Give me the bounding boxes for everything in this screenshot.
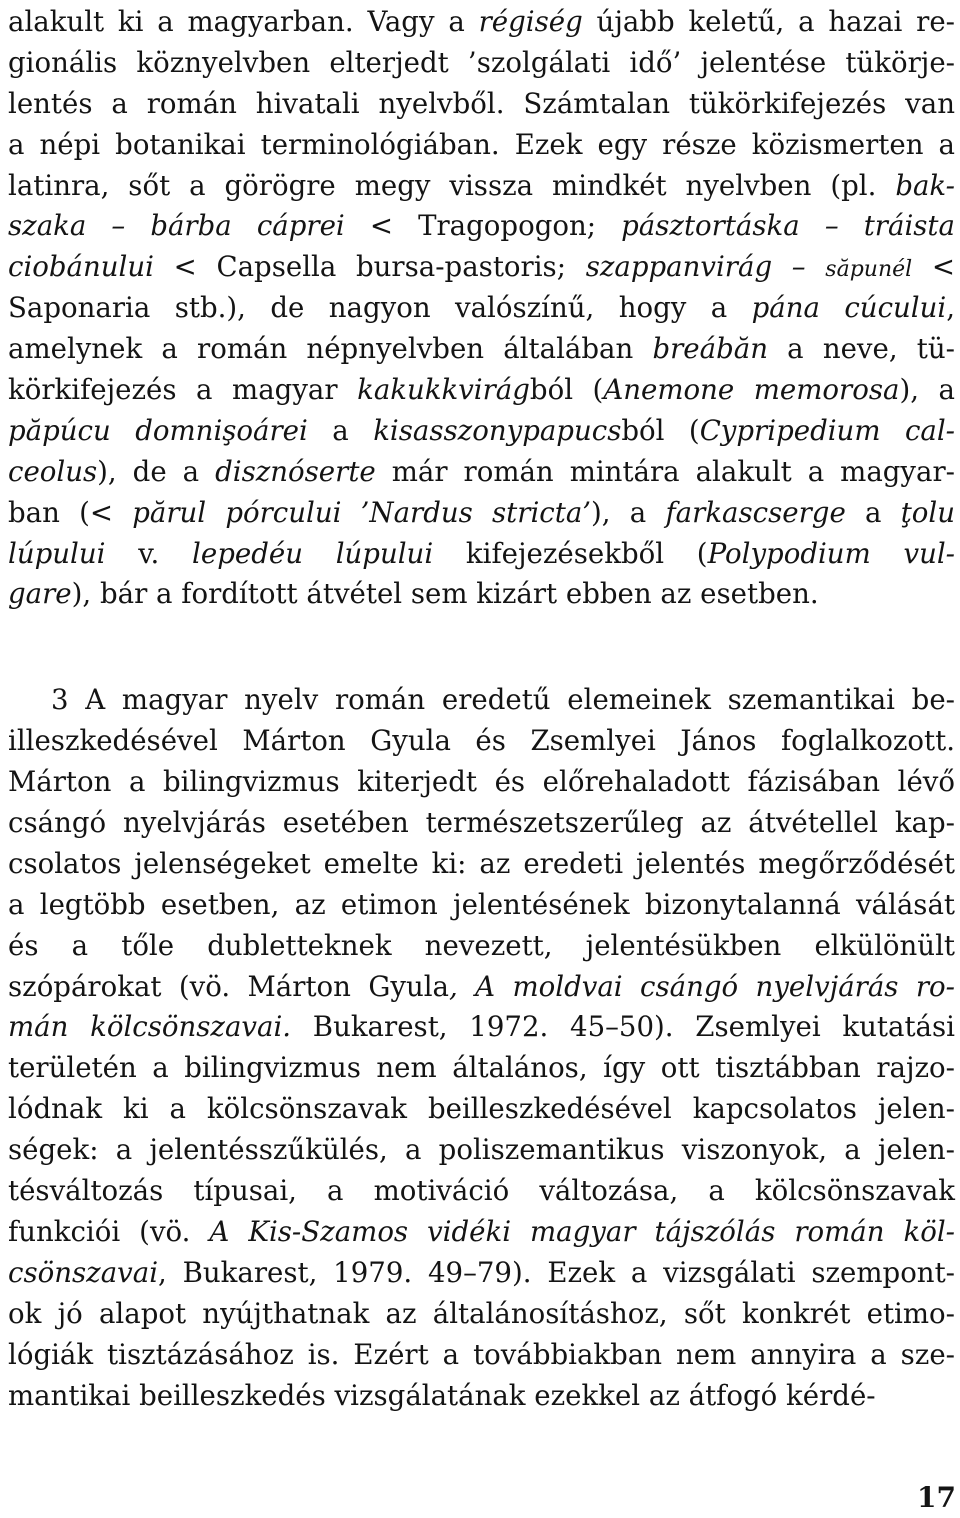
text-run: ban (< [8,495,133,529]
text-run: már román mintára alakult a magyar- [375,454,955,488]
text-run: Márton a bilingvizmus kiterjedt és előrehaladott fázisában lévő [8,765,955,799]
text-line [8,534,955,575]
italic-term: gare [8,577,72,611]
text-run: lódnak ki a kölcsönszavak beilleszkedésével kapcsolatos jelen- [8,1092,955,1126]
text-line [8,762,955,803]
text-run: lógiák tisztázásához is. Ezért a továbbiakban nem annyira a sze- [8,1337,955,1371]
italic-term: Polypodium vul- [707,536,955,570]
text-run: csolatos jelenségeket emelte ki: az eredeti jelentés megőrződését [8,846,955,880]
text-line [8,721,955,762]
text-line [8,1048,955,1089]
text-line [8,166,955,207]
italic-term: păpúcu domnişoárei [8,413,308,447]
text-line [8,84,955,125]
text-run: újabb keletű, a hazai re- [582,5,955,38]
italic-term: Cypripedium cal- [699,413,955,447]
italic-term: părul pórcului ’Nardus stricta’ [132,495,592,529]
italic-term: , A moldvai csángó nyelvjárás ro- [449,969,955,1003]
italic-term: pána cúcului [751,291,947,325]
text-run: < Tragopogon; [344,209,622,243]
text-line [8,1007,955,1048]
italic-term: ciobánului [8,250,154,284]
text-line [8,2,955,43]
italic-term: breábăn [652,332,768,366]
page-number: 17 [917,1481,956,1514]
text-run: ), a [591,495,666,529]
text-run: a legtöbb esetben, az etimon jelentésének bizonytalanná válását [8,887,955,921]
text-run: területén a bilingvizmus nem általános, így ott tisztábban rajzo- [8,1051,955,1085]
text-run: tésváltozás típusai, a motiváció változása, a kölcsönszavak [8,1174,955,1208]
text-line [8,844,955,885]
text-run: , [946,291,956,325]
paragraph-semantic-integration [8,680,955,1416]
text-run: ), a [899,373,955,407]
text-run: mantikai beilleszkedés vizsgálatának ezekkel az átfogó kérdé- [8,1378,876,1412]
paragraph-botanical-terms [8,2,955,615]
text-line [8,1376,955,1417]
text-run: a [307,413,374,447]
text-run: latinra, sőt a görögre megy vissza mindkét nyelvben (pl. [8,168,896,202]
text-run: funkciói (vö. [8,1214,210,1248]
text-line [8,329,955,370]
text-line [8,247,955,288]
text-run: < Capsella bursa-pastoris; [153,250,586,284]
text-line [8,206,955,247]
text-line [8,1253,955,1294]
text-run: Saponaria stb.), de nagyon valószínű, hogy a [8,291,752,325]
text-run: amelynek a román népnyelvben általában [8,332,653,366]
text-run: körkifejezés a magyar [8,373,358,407]
text-line [8,1212,955,1253]
text-line [8,926,955,967]
italic-term: kakukkvirág [357,373,530,407]
page-body [8,2,955,1416]
text-run: alakult ki a magyarban. Vagy a [8,5,479,38]
italic-term: mán kölcsönszavai. [8,1010,292,1044]
text-run: 3 A magyar nyelv román eredetű elemeinek szemantikai be- [51,683,955,717]
text-run: ), de a [97,454,216,488]
text-line [8,1130,955,1171]
text-run: < [912,250,955,284]
text-line [8,43,955,84]
text-run: illeszkedésével Márton Gyula és Zsemlyei János foglalkozott. [8,724,955,758]
text-line [8,1294,955,1335]
text-run: gionális köznyelvben elterjedt ’szolgálati idő’ jelentése tükörje- [8,45,955,79]
text-line [8,885,955,926]
text-run: kifejezésekből ( [433,536,708,570]
text-line [8,1335,955,1376]
italic-term: farkascserge [665,495,846,529]
text-run: ségek: a jelentésszűkülés, a poliszemantikus viszonyok, a jelen- [8,1133,955,1167]
text-line [8,1089,955,1130]
text-line [8,1171,955,1212]
italic-term: lúpului [8,536,106,570]
italic-term: disznóserte [215,454,376,488]
italic-term: A Kis-Szamos vidéki magyar tájszólás román köl- [209,1214,955,1248]
italic-term: ţolu [900,495,955,529]
text-line [8,680,955,721]
text-line [8,370,955,411]
text-line [8,125,955,166]
text-line [8,411,955,452]
italic-term: pásztortáska – tráista [621,209,955,243]
italic-term: csönszavai [8,1255,159,1289]
text-run: és a tőle dubletteknek nevezett, jelentésükben elkülönült [8,928,955,962]
text-run: a [845,495,901,529]
text-line [8,574,955,615]
italic-term: szaka – bárba cáprei [8,209,345,243]
text-run: ok jó alapot nyújthatnak az általánosításhoz, sőt konkrét etimo- [8,1296,955,1330]
text-run: a neve, tü- [767,332,955,366]
text-run: v. [105,536,193,570]
text-line [8,493,955,534]
italic-term: kisasszonypapucs [373,413,622,447]
text-run: szópárokat (vö. Márton Gyula [8,969,449,1003]
text-line [8,967,955,1008]
text-run: lentés a román hivatali nyelvből. Számtalan tükörkifejezés van [8,86,955,120]
italic-term: ceolus [8,454,98,488]
text-line [8,803,955,844]
italic-term: săpunél [825,257,913,283]
italic-term: régiség [478,5,583,38]
text-run: ból ( [529,373,604,407]
text-line [8,288,955,329]
text-run: , Bukarest, 1979. 49–79). Ezek a vizsgálati szempont- [158,1255,955,1289]
paragraph-gap [8,615,955,680]
text-run: a népi botanikai terminológiában. Ezek egy része közismerten a [8,127,955,161]
italic-term: szappanvirág – [585,250,826,284]
text-run: Bukarest, 1972. 45–50). Zsemlyei kutatási [291,1010,955,1044]
italic-term: lepedéu lúpului [192,536,434,570]
italic-term: Anemone memorosa [603,373,900,407]
text-line [8,452,955,493]
text-run: csángó nyelvjárás esetében természetszerűleg az átvétellel kap- [8,806,955,840]
text-run: ból ( [621,413,700,447]
italic-term: bak- [895,168,955,202]
text-run: ), bár a fordított átvétel sem kizárt ebben az esetben. [71,577,819,611]
